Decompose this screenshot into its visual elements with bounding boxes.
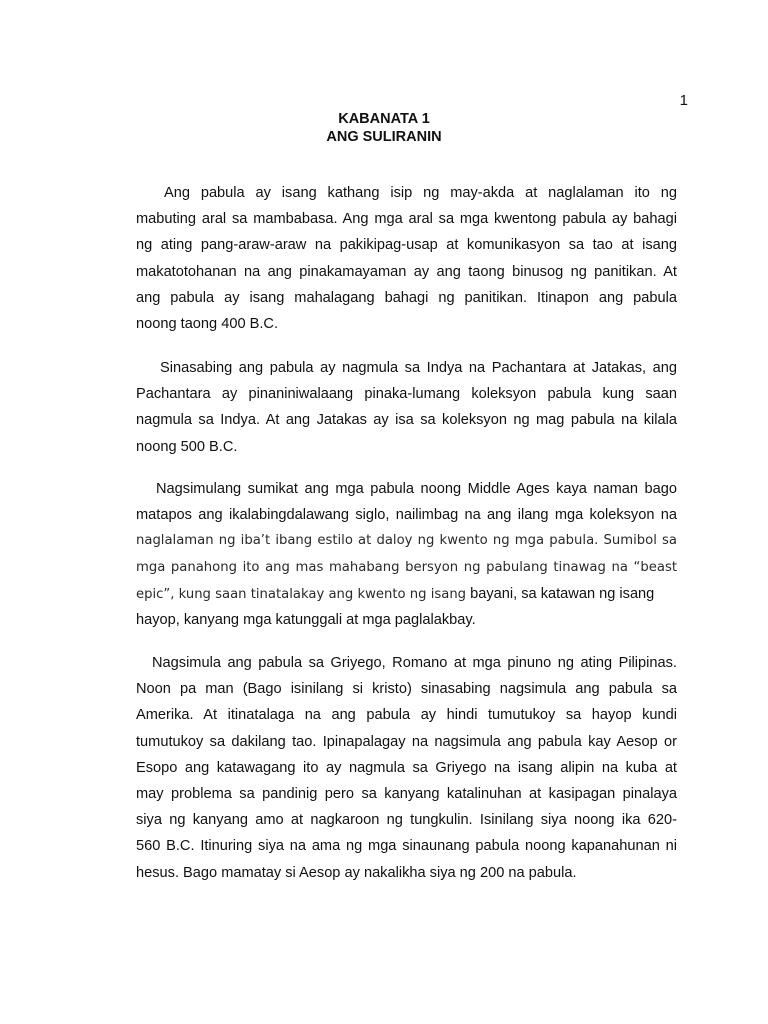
paragraph-4 [136,650,677,886]
page-number: 1 [679,92,688,109]
paragraph-line: Sinasabing ang pabula ay nagmula sa Indya na Pachantara at Jatakas, ang [160,360,677,376]
chapter-title: ANG SULIRANIN [326,129,442,145]
paragraph-line: mabuting aral sa mambabasa. Ang mga aral sa mga kwentong pabula ay bahagi [136,211,677,228]
chapter-label: KABANATA 1 [338,111,430,127]
paragraph-line: ng ating pang-araw-araw na pakikipag-usap at komunikasyon sa tao at isang [136,237,677,254]
paragraph-line: tumutukoy sa dakilang tao. Ipinapalagay na nagsimula ang pabula kay Aesop or [136,733,677,750]
paragraph-line-mixed [136,581,677,607]
paragraph-line: hayop, kanyang mga katunggali at mga paglalakbay. [136,611,476,628]
paragraph-line: siya ng kanyang amo at nagkaroon ng tungkulin. Isinilang siya noong ika 620- [136,812,677,829]
line-segment: bayani, sa katawan ng isang [470,585,655,602]
paragraph-line: nagmula sa Indya. At ang Jatakas ay isa sa koleksyon ng mag pabula na kilala [136,412,677,429]
paragraph-line: Ang pabula ay isang kathang isip ng may-akda at naglalaman ito ng [164,185,677,201]
paragraph-line: Noon pa man (Bago isinilang si kristo) sinasabing nagsimula ang pabula sa [136,681,677,698]
paragraph-1 [136,180,677,337]
paragraph-line: ang pabula ay isang mahalagang bahagi ng panitikan. Itinapon ang pabula [136,289,677,306]
line-segment: epic”, kung saan tinatalakay ang kwento ng isang [136,586,467,602]
paragraph-line: may problema sa pandinig pero sa kanyang katalinuhan at kasipagan pinalaya [136,785,677,802]
paragraph-line: noong taong 400 B.C. [136,315,278,332]
paragraph-line: Nagsimulang sumikat ang mga pabula noong Middle Ages kaya naman bago [156,481,677,497]
paragraph-line: Nagsimula ang pabula sa Griyego, Romano at mga pinuno ng ating Pilipinas. [152,655,677,671]
paragraph-line: noong 500 B.C. [136,438,238,455]
paragraph-line: Esopo ang katawagang ito ay nagmula sa Griyego na isang alipin na kuba at [136,759,677,776]
paragraph-line: Amerika. At itinatalaga na ang pabula ay hindi tumutukoy sa hayop kundi [136,707,677,724]
paragraph-line: matapos ang ikalabingdalawang siglo, nailimbag na ang ilang mga koleksyon na [136,507,677,524]
paragraph-line: Pachantara ay pinaniniwalaang pinaka-lumang koleksyon pabula kung saan [136,386,677,403]
paragraph-line: mga panahong ito ang mas mahabang bersyon ng pabulang tinawag na “beast [136,559,677,575]
chapter-heading [0,110,768,146]
paragraph-3 [136,476,677,633]
paragraph-line: hesus. Bago mamatay si Aesop ay nakalikha siya ng 200 na pabula. [136,864,577,881]
paragraph-2 [136,355,677,460]
paragraph-line: 560 B.C. Itinuring siya na ama ng mga sinaunang pabula noong kapanahunan ni [136,838,677,855]
paragraph-line: makatotohanan na ang pinakamayaman ay ang taong binusog ng panitikan. At [136,263,677,280]
paragraph-line: naglalaman ng iba’t ibang estilo at daloy ng kwento ng mga pabula. Sumibol sa [136,533,677,549]
